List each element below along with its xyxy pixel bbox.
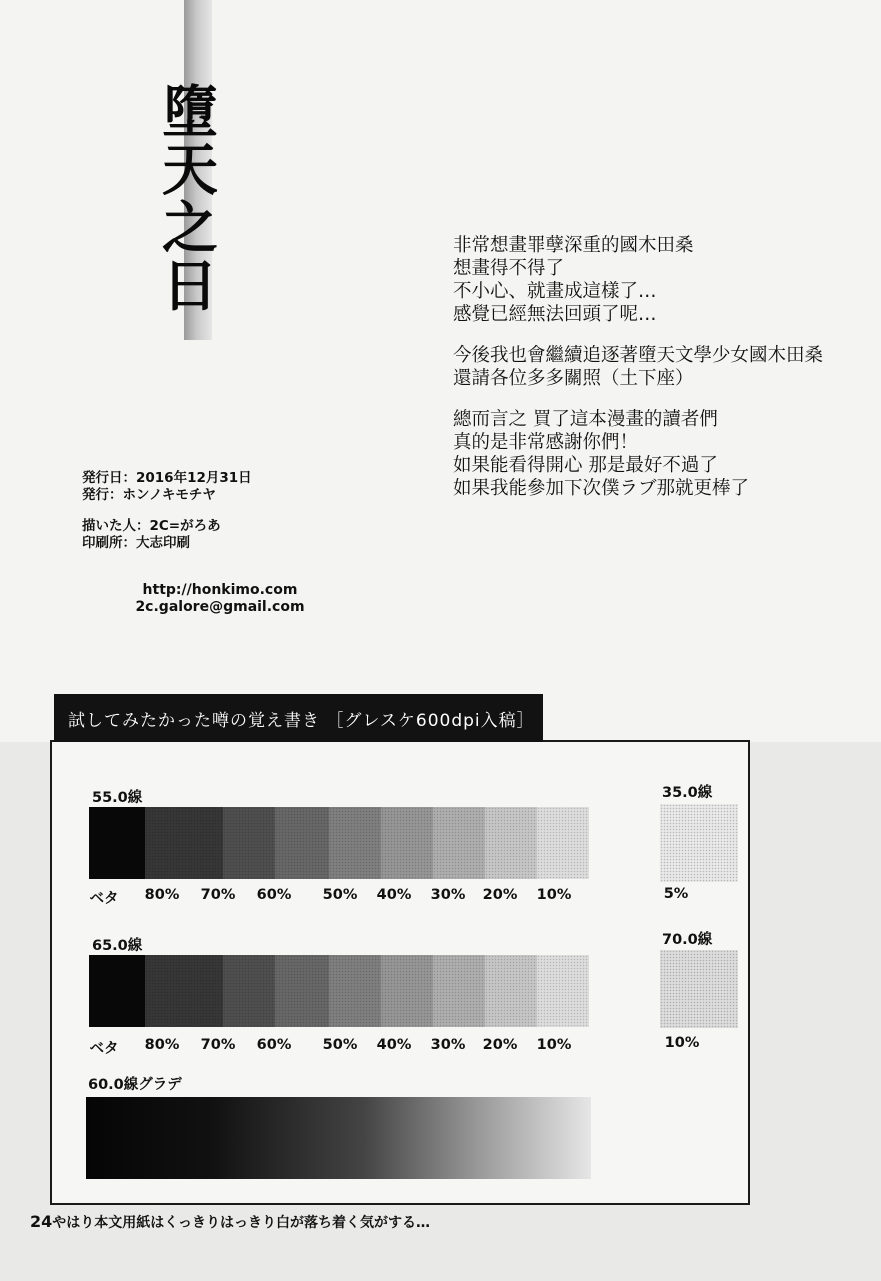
tone-percent-label: 70% bbox=[200, 887, 236, 903]
tone-percent-label: 10% bbox=[536, 887, 572, 903]
afterword-line: 如果能看得開心 那是最好不過了 bbox=[453, 455, 718, 476]
tone-percent-label: 70% bbox=[200, 1037, 236, 1053]
printer-credit: 印刷所：大志印刷 bbox=[82, 535, 190, 551]
tone-percent-label: 80% bbox=[144, 1037, 180, 1053]
tone-swatch bbox=[381, 955, 433, 1027]
colophon-credits bbox=[82, 518, 382, 552]
tone-strip-65 bbox=[89, 955, 589, 1027]
tone-swatch bbox=[537, 807, 589, 879]
tone-strip-55 bbox=[89, 807, 589, 879]
tone-swatch bbox=[275, 955, 329, 1027]
afterword-line: 想畫得不得了 bbox=[453, 258, 565, 279]
afterword-paragraph bbox=[453, 408, 873, 500]
afterword-line: 今後我也會繼續追逐著墮天文學少女國木田桑 bbox=[453, 345, 824, 366]
tone-swatch bbox=[433, 955, 485, 1027]
page-footer bbox=[30, 1212, 430, 1232]
afterword-paragraph bbox=[453, 344, 873, 390]
afterword-line: 非常想畫罪孽深重的國木田桑 bbox=[453, 235, 694, 256]
sample2-label: 70.0線 bbox=[662, 932, 713, 948]
tone-swatch bbox=[275, 807, 329, 879]
afterword-line: 不小心、就畫成這樣了… bbox=[453, 281, 657, 302]
memo-header: 試してみたかった噂の覚え書き ［グレスケ600dpi入稿］ bbox=[54, 694, 543, 742]
tone-swatch bbox=[485, 955, 537, 1027]
afterword-line: 真的是非常感謝你們！ bbox=[453, 432, 639, 453]
tone-sample-35 bbox=[660, 804, 738, 882]
tone-percent-label: ベタ bbox=[89, 891, 119, 907]
sample1-percent: 5% bbox=[663, 886, 689, 902]
tone-swatch bbox=[145, 955, 223, 1027]
page-number: 24 bbox=[30, 1212, 53, 1231]
footer-note: やはり本文用紙はくっきりはっきり白が落ち着く気がする… bbox=[52, 1215, 430, 1231]
afterword-line: 感覺已經無法回頭了呢… bbox=[453, 304, 657, 325]
tone-swatch bbox=[485, 807, 537, 879]
tone-percent-label: 40% bbox=[376, 887, 412, 903]
tone-swatch bbox=[145, 807, 223, 879]
afterword-line: 總而言之 買了這本漫畫的讀者們 bbox=[453, 409, 718, 430]
strip2-label: 65.0線 bbox=[92, 938, 143, 954]
contact-email: 2c.galore@gmail.com bbox=[135, 599, 305, 615]
contacts bbox=[90, 582, 350, 616]
tone-swatch bbox=[433, 807, 485, 879]
artist-credit: 描いた人：2C=がろあ bbox=[82, 518, 221, 534]
page-title: 墮天之日 bbox=[153, 82, 218, 314]
tone-percent-label: 40% bbox=[376, 1037, 412, 1053]
tone-percent-label: 80% bbox=[144, 887, 180, 903]
tone-swatch bbox=[89, 955, 145, 1027]
afterword-paragraph bbox=[453, 234, 873, 326]
publisher: 発行：ホンノキモチヤ bbox=[82, 487, 216, 503]
sample1-label: 35.0線 bbox=[662, 785, 713, 801]
afterword bbox=[453, 234, 873, 518]
tone-percent-label: 50% bbox=[322, 1037, 358, 1053]
tone-swatch bbox=[223, 955, 275, 1027]
tone-percent-label: 30% bbox=[430, 1037, 466, 1053]
gradient-label: 60.0線グラデ bbox=[88, 1077, 182, 1093]
tone-percent-label: 20% bbox=[482, 887, 518, 903]
tone-swatch bbox=[329, 955, 381, 1027]
tone-percent-label: 20% bbox=[482, 1037, 518, 1053]
tone-percent-label: 50% bbox=[322, 887, 358, 903]
strip1-label: 55.0線 bbox=[92, 790, 143, 806]
colophon-publication bbox=[82, 470, 382, 504]
tone-percent-label: 30% bbox=[430, 887, 466, 903]
tone-percent-label: 10% bbox=[536, 1037, 572, 1053]
tone-percent-label: 60% bbox=[256, 1037, 292, 1053]
colophon bbox=[82, 470, 382, 566]
afterword-line: 如果我能參加下次僕ラブ那就更棒了 bbox=[453, 478, 750, 499]
tone-gradient bbox=[86, 1097, 591, 1179]
tone-swatch bbox=[89, 807, 145, 879]
afterword-line: 還請各位多多關照（土下座） bbox=[453, 368, 694, 389]
tone-percent-label: 60% bbox=[256, 887, 292, 903]
tone-swatch bbox=[381, 807, 433, 879]
tone-swatch bbox=[223, 807, 275, 879]
tone-percent-label: ベタ bbox=[89, 1041, 119, 1057]
tone-swatch bbox=[329, 807, 381, 879]
tone-sample-70 bbox=[660, 950, 738, 1028]
website-url: http://honkimo.com bbox=[142, 582, 298, 598]
publish-date: 発行日：2016年12月31日 bbox=[82, 470, 252, 486]
tone-swatch bbox=[537, 955, 589, 1027]
sample2-percent: 10% bbox=[664, 1035, 700, 1051]
